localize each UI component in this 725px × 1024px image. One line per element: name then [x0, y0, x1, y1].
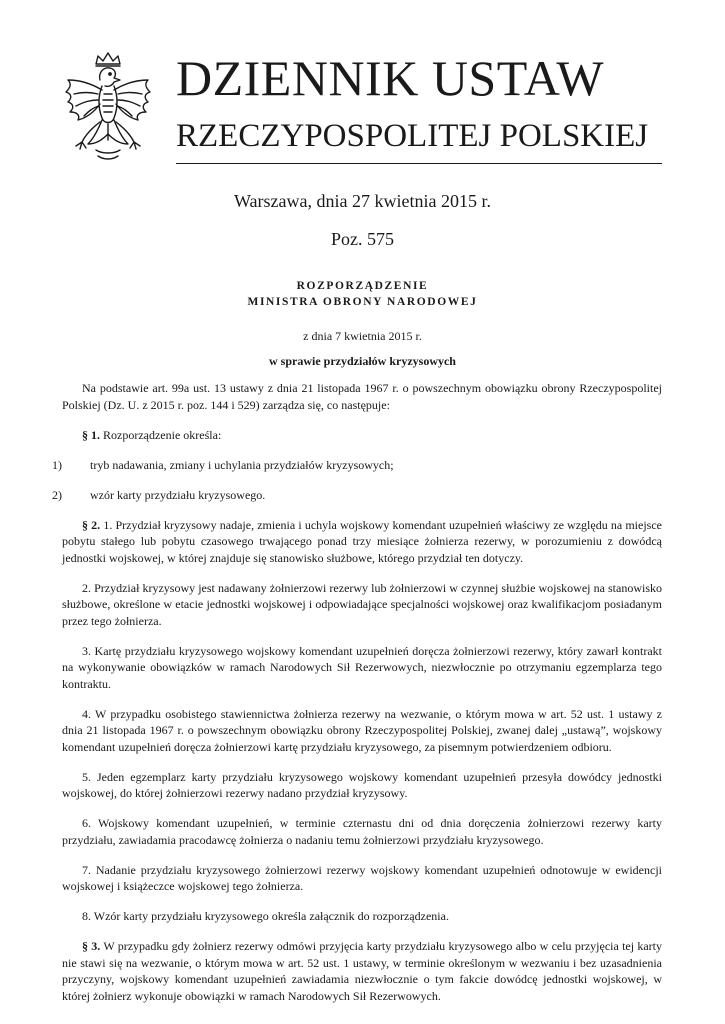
act-body	[52, 380, 663, 1018]
section-text: 1. Przydział kryzysowy nadaje, zmienia i uchyla wojskowy komendant uzupełnień właściwy ze względu na miejsce pobytu stałego lub pobytu czasowego trwającego ponad trzy miesiące żołnierza rezerwy, w porozumieniu z dowódcą jednostki wojskowej, w której znajduje się stanowisko służbowe, którego przydział ten dotyczy.	[62, 517, 662, 565]
section-mark: § 3.	[82, 939, 101, 953]
white-eagle-emblem-icon	[58, 50, 158, 168]
paragraph: 2. Przydział kryzysowy jest nadawany żołnierzowi rezerwy lub żołnierzowi w czynnej służbie wojskowej na stanowisko służbowe, określone w etacie jednostki wojskowej i odpowiadające specjalności wojskowej oraz kwalifikacjom posiadanym przez tego żołnierza.	[62, 580, 662, 628]
section-2	[62, 517, 662, 567]
section-mark: § 2.	[82, 517, 101, 532]
list-item	[52, 457, 662, 474]
preamble: Na podstawie art. 99a ust. 13 ustawy z dnia 21 listopada 1967 r. o powszechnym obowiązku obrony Rzeczypospolitej Polskiej (Dz. U. z 2015 r. poz. 144 i 529) zarządza się, co następuje:	[62, 381, 662, 412]
paragraph: 3. Kartę przydziału kryzysowego wojskowy komendant uzupełnień doręcza żołnierzowi rezerwy, który zawarł kontrakt na wykonywanie obowiązków w ramach Narodowych Sił Rezerwowych, niezwłocznie po otrzymaniu egzemplarza tego kontraktu.	[62, 643, 662, 691]
act-type: ROZPORZĄDZENIE	[296, 280, 429, 292]
issue-dateline: Warszawa, dnia 27 kwietnia 2015 r.	[234, 191, 491, 211]
list-item-number: 1)	[52, 457, 62, 472]
section-mark: § 1.	[82, 427, 100, 442]
section-1	[62, 427, 662, 444]
issue-position: Poz. 575	[331, 229, 394, 249]
paragraph: 4. W przypadku osobistego stawiennictwa żołnierza rezerwy na wezwanie, o którym mowa w art. 52 ust. 1 ustawy z dnia 21 listopada 1967 r. o powszechnym obowiązku obrony Rzeczypospolitej Polskiej, zwanej dalej „ustawą”, wojskowy komendant uzupełnień doręcza żołnierzowi kartę przydziału kryzysowego, za pisemnym potwierdzeniem odbioru.	[62, 706, 662, 754]
section-text: Rozporządzenie określa:	[100, 427, 222, 442]
section-3	[62, 938, 662, 1004]
paragraph: 7. Nadanie przydziału kryzysowego żołnierzowi rezerwy wojskowy komendant uzupełnień odnotowuje w ewidencji wojskowej i książeczce wojskowej tego żołnierza.	[62, 862, 662, 893]
act-date: z dnia 7 kwietnia 2015 r.	[303, 329, 422, 343]
paragraph: 8. Wzór karty przydziału kryzysowego określa załącznik do rozporządzenia.	[82, 909, 449, 923]
gazette-title: DZIENNIK USTAW	[176, 50, 605, 106]
paragraph: 6. Wojskowy komendant uzupełnień, w terminie czternastu dni od dnia doręczenia żołnierzowi rezerwy karty przydziału, zawiadamia pracodawcę żołnierza o nadaniu temu żołnierzowi przydziału kryzysowego.	[62, 816, 662, 847]
section-text: W przypadku gdy żołnierz rezerwy odmówi przyjęcia karty przydziału kryzysowego albo w celu przyjęcia tej karty nie stawi się na wezwanie, o którym mowa w art. 52 ust. 1 ustawy, w terminie określonym w wezwaniu i bez uzasadnienia przyczyny, wojskowy komendant uzupełnień zawiadamia niezwłocznie o tym fakcie dowódcę jednostki wojskowej, w której żołnierz wykonuje obowiązki w ramach Narodowych Sił Rezerwowych.	[62, 939, 663, 1003]
list-item-number: 2)	[52, 487, 62, 502]
gazette-subtitle: RZECZYPOSPOLITEJ POLSKIEJ	[176, 118, 649, 154]
act-subject: w sprawie przydziałów kryzysowych	[269, 354, 456, 368]
list-item-text: tryb nadawania, zmiany i uchylania przydziałów kryzysowych;	[90, 457, 394, 472]
list-item-text: wzór karty przydziału kryzysowego.	[90, 487, 266, 502]
act-issuer: MINISTRA OBRONY NARODOWEJ	[247, 296, 478, 308]
list-item	[52, 487, 662, 504]
masthead-divider	[176, 163, 662, 164]
paragraph: 5. Jeden egzemplarz karty przydziału kryzysowego wojskowy komendant uzupełnień przesyła dowódcy jednostki wojskowej, do której żołnierzowi rezerwy nadano przydział kryzysowy.	[62, 769, 662, 800]
